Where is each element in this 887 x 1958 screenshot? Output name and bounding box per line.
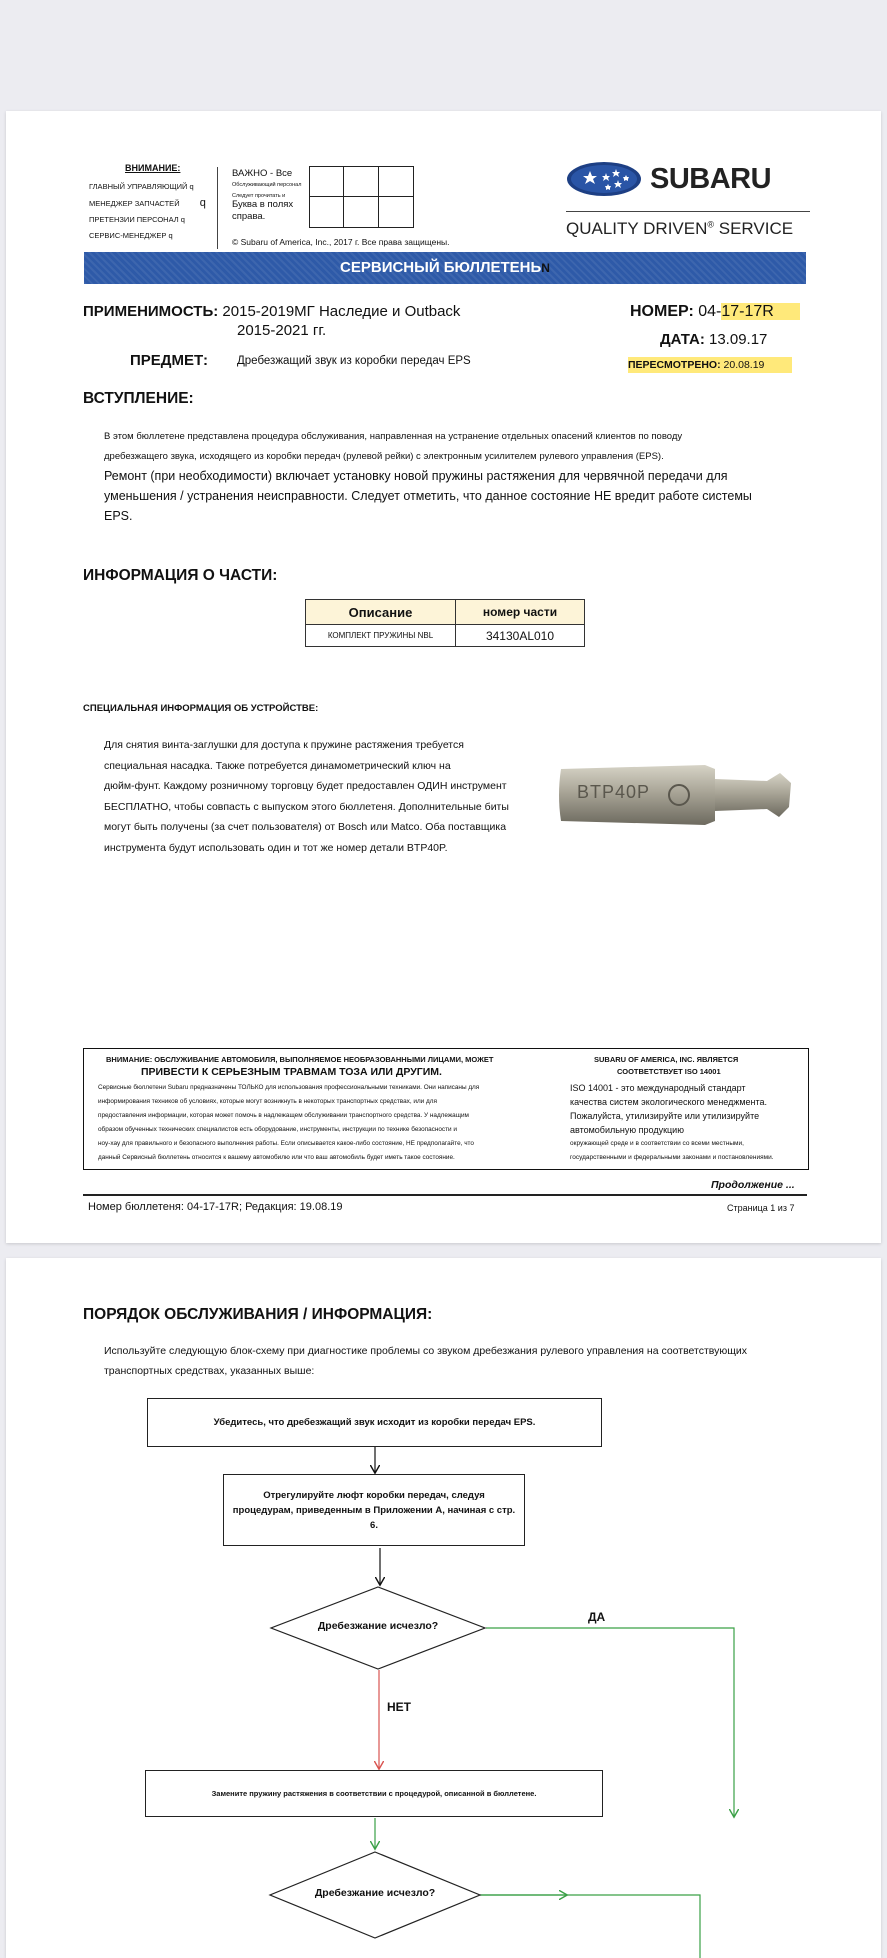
intro-line: дребезжащего звука, исходящего из коробки передач (рулевой рейки) с электронным усилителем рулевого управления (EPS). <box>104 451 664 462</box>
iso-line: государственными и федеральными законами и постановлениями. <box>570 1154 774 1161</box>
flowchart-connectors <box>6 1258 881 1958</box>
revised-date: ПЕРЕСМОТРЕНО: 20.08.19 <box>628 357 792 373</box>
warning-line: Сервисные бюллетени Subaru предназначены ТОЛЬКО для использования профессиональными техниками. Они написаны для <box>98 1084 480 1091</box>
applicability-value-2: 2015-2021 гг. <box>237 322 327 339</box>
tool-line: могут быть получены (за счет пользователя) от Bosch или Matco. Оба поставщика <box>104 821 507 833</box>
part-number: 34130AL010 <box>456 625 585 647</box>
divider <box>566 211 810 212</box>
warning-line: данный Сервисный бюллетень относится к вашему автомобилю или что ваш автомобиль будет иметь такое состояние. <box>98 1154 455 1161</box>
continued-label: Продолжение ... <box>711 1179 795 1191</box>
col-part-number: номер части <box>456 600 585 625</box>
intro-line: В этом бюллетене представлена процедура обслуживания, направленная на устранение отдельных опасений клиентов по поводу <box>104 431 683 442</box>
col-description: Описание <box>306 600 456 625</box>
intro-text-2 <box>104 466 824 526</box>
service-heading: ПОРЯДОК ОБСЛУЖИВАНИЯ / ИНФОРМАЦИЯ: <box>83 1306 433 1323</box>
iso-line: автомобильную продукцию <box>570 1125 684 1135</box>
intro-heading: ВСТУПЛЕНИЕ: <box>83 390 194 407</box>
service-bulletin-banner: СЕРВИСНЫЙ БЮЛЛЕТЕНЬN <box>84 252 806 284</box>
flow-step-verify: Убедитесь, что дребезжащий звук исходит из коробки передач EPS. <box>147 1398 602 1447</box>
service-line: транспортных средствах, указанных выше: <box>104 1365 315 1377</box>
tool-text <box>104 735 574 858</box>
notice-title: ВНИМАНИЕ: <box>125 163 181 173</box>
subject-label: ПРЕДМЕТ: <box>130 352 208 369</box>
important-line: Буква в полях справа. <box>232 199 294 222</box>
iso-line: окружающей среде и в соответствии со всеми местными, <box>570 1140 744 1147</box>
table-row <box>306 625 585 647</box>
tool-line: Для снятия винта-заглушки для доступа к пружине растяжения требуется <box>104 739 464 751</box>
bulletin-number: НОМЕР: 04-17-17R <box>630 303 800 321</box>
applicability-value: 2015-2019МГ Наследие и Outback <box>222 303 461 320</box>
subaru-wordmark: SUBARU <box>650 163 772 195</box>
warning-line: предоставления информации, которая может помочь в надлежащем обслуживании транспортного средства. У надлежащим <box>98 1112 469 1119</box>
iso-title-2: СООТВЕТСТВУЕТ ISO 14001 <box>617 1067 721 1076</box>
intro-line: уменьшения / устранения неисправности. Следует отметить, что данное состояние НЕ вредит работе системы <box>104 489 752 503</box>
flow-no-label: НЕТ <box>387 1700 411 1714</box>
bulletin-date: ДАТА: 13.09.17 <box>660 331 768 348</box>
footer-divider <box>83 1194 807 1196</box>
footer-bulletin-number: Номер бюллетеня: 04-17-17R; Редакция: 19.08.19 <box>88 1201 343 1213</box>
warning-subtitle: ПРИВЕСТИ К СЕРЬЕЗНЫМ ТРАВМАМ ТОЗА ИЛИ ДРУГИМ. <box>141 1066 442 1078</box>
tool-line: дюйм-фунт. Каждому розничному торговцу будет предоставлен ОДИН инструмент <box>104 780 507 792</box>
footer-page-number: Страница 1 из 7 <box>727 1203 795 1213</box>
applicability-label: ПРИМЕНИМОСТЬ: <box>83 303 219 320</box>
flow-decision-1: Дребезжание исчезло? <box>317 1620 439 1632</box>
tool-heading: СПЕЦИАЛЬНАЯ ИНФОРМАЦИЯ ОБ УСТРОЙСТВЕ: <box>83 703 319 714</box>
iso-text <box>570 1081 808 1165</box>
divider <box>217 167 218 249</box>
intro-text <box>104 427 824 467</box>
flow-yes-label: ДА <box>588 1610 606 1624</box>
part-description: КОМПЛЕКТ ПРУЖИНЫ NBL <box>306 625 456 647</box>
parts-heading: ИНФОРМАЦИЯ О ЧАСТИ: <box>83 567 278 584</box>
notice-line: СЕРВИС-МЕНЕДЖЕР q <box>89 231 173 240</box>
flow-step-replace: Замените пружину растяжения в соответствии с процедурой, описанной в бюллетене. <box>145 1770 603 1817</box>
warning-text <box>98 1081 568 1165</box>
torx-bit-image <box>555 755 805 835</box>
iso-line: ISO 14001 - это международный стандарт <box>570 1083 746 1093</box>
subject-value: Дребезжащий звук из коробки передач EPS <box>237 355 471 367</box>
tool-line: инструмента будут использовать один и тот же номер детали BTP40P. <box>104 841 448 854</box>
intro-line: Ремонт (при необходимости) включает установку новой пружины растяжения для червячной передачи для <box>104 469 728 483</box>
bulletin-page-1 <box>6 111 881 1243</box>
quality-service-tagline: QUALITY DRIVEN® SERVICE <box>566 219 794 238</box>
iso-line: Пожалуйста, утилизируйте или утилизируйте <box>570 1111 760 1121</box>
warning-box <box>83 1048 809 1170</box>
iso-line: качества систем экологического менеджмента. <box>570 1097 768 1107</box>
q-mark: q <box>199 197 206 209</box>
subaru-logo-icon <box>566 161 642 197</box>
warning-title: ВНИМАНИЕ: ОБСЛУЖИВАНИЕ АВТОМОБИЛЯ, ВЫПОЛНЯЕМОЕ НЕОБРАЗОВАННЫМИ ЛИЦАМИ, МОЖЕТ <box>106 1055 494 1064</box>
flow-decision-2: Дребезжание исчезло? <box>314 1887 436 1899</box>
notice-line: МЕНЕДЖЕР ЗАПЧАСТЕЙ q <box>89 197 206 209</box>
important-line: Следует прочитать и <box>232 193 286 199</box>
notice-line: ПРЕТЕНЗИИ ПЕРСОНАЛ q <box>89 215 185 224</box>
tool-line: специальная насадка. Также потребуется динамометрический ключ на <box>104 759 451 772</box>
tool-line: БЕСПЛАТНО, чтобы совпасть с выпуском этого бюллетеня. Дополнительные биты <box>104 800 509 813</box>
iso-title: SUBARU OF AMERICA, INC. ЯВЛЯЕТСЯ <box>594 1055 739 1064</box>
copyright: © Subaru of America, Inc., 2017 г. Все права защищены. <box>232 237 450 247</box>
bulletin-page-2 <box>6 1258 881 1958</box>
applicability <box>83 303 460 320</box>
warning-line: информирования техников об условиях, которые могут возникнуть в некоторых транспортных средствах, или для <box>98 1098 437 1105</box>
important-line: Обслуживающий персонал <box>232 182 302 188</box>
warning-line: образом обученных технических специалистов есть оборудование, инструменты, инструкции по технике безопасности и <box>98 1126 457 1133</box>
notice-line: ГЛАВНЫЙ УПРАВЛЯЮЩИЙ q <box>89 182 194 191</box>
important-note <box>232 168 312 223</box>
warning-line: ноу-хау для правильного и безопасного выполнения работы. Если описывается какое-либо состояние, НЕ предполагайте, что <box>98 1140 474 1147</box>
notice-list <box>89 179 209 244</box>
important-line: ВАЖНО - Все <box>232 168 293 179</box>
parts-table <box>305 599 585 647</box>
flow-step-adjust: Отрегулируйте люфт коробки передач, следуя процедурам, приведенным в Приложении А, начиная с стр. 6. <box>223 1474 525 1546</box>
initials-grid <box>309 166 414 228</box>
bit-label: BTP40P <box>577 782 651 802</box>
intro-line: EPS. <box>104 509 133 523</box>
service-line: Используйте следующую блок-схему при диагностике проблемы со звуком дребезжания рулевого управления на соответствующих <box>104 1345 748 1357</box>
